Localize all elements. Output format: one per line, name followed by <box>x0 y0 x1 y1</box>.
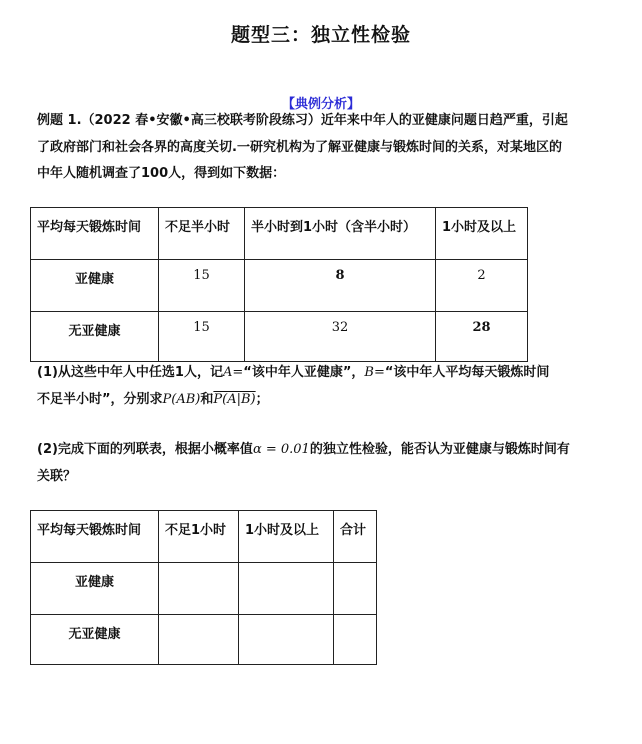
row-label: 亚健康 <box>31 260 159 312</box>
blank-cell[interactable] <box>334 563 377 615</box>
q1-text: 不足半小时”，分别求 <box>37 391 163 407</box>
blank-cell[interactable] <box>239 563 334 615</box>
row-label: 无亚健康 <box>31 312 159 362</box>
page-title: 题型三：独立性检验 <box>230 24 411 46</box>
table-cell: 15 <box>159 312 245 362</box>
q1-text: “该中年人平均每天锻炼时间 <box>384 365 550 380</box>
q1-text: “该中年人亚健康”， <box>243 365 365 380</box>
question-line: 关联？ <box>37 468 77 484</box>
table-header-cell: 1小时及以上 <box>239 511 334 563</box>
data-table <box>30 207 528 362</box>
problem-line: 了政府部门和社会各界的高度关切.一研究机构为了解亚健康与锻炼时间的关系，对某地区的 <box>37 139 562 155</box>
row-label: 无亚健康 <box>31 615 159 665</box>
table-cell: 28 <box>436 312 528 362</box>
row-label: 亚健康 <box>31 563 159 615</box>
table-cell: 8 <box>245 260 436 312</box>
table-cell: 2 <box>436 260 528 312</box>
prob-abar-bbar: P(A|B) <box>213 391 256 407</box>
equals-sign: = <box>232 365 244 380</box>
contingency-table <box>30 510 377 665</box>
event-b: B <box>364 365 374 380</box>
table-header-cell: 平均每天锻炼时间 <box>31 511 159 563</box>
problem-statement <box>37 108 611 188</box>
table-header-cell: 半小时到1小时（含半小时） <box>245 208 436 260</box>
q2-text: 的独立性检验，能否认为亚健康与锻炼时间有 <box>309 442 570 457</box>
problem-line: 例题 1.（2022 春•安徽•高三校联考阶段练习）近年来中年人的亚健康问题日趋严重，引起 <box>37 113 568 128</box>
blank-cell[interactable] <box>334 615 377 665</box>
table-header-cell: 不足半小时 <box>159 208 245 260</box>
table-header-cell: 合计 <box>334 511 377 563</box>
table-header-cell: 1小时及以上 <box>436 208 528 260</box>
question-2 <box>37 437 611 490</box>
question-line <box>37 437 611 464</box>
question-line <box>37 387 611 414</box>
q1-text: ； <box>255 391 269 407</box>
blank-cell[interactable] <box>159 615 239 665</box>
table-cell: 15 <box>159 260 245 312</box>
section-heading: 【典例分析】 <box>281 97 360 112</box>
table-row <box>31 260 528 312</box>
problem-line: 中年人随机调查了100人，得到如下数据： <box>37 166 286 181</box>
table-cell: 32 <box>245 312 436 362</box>
table-row <box>31 615 377 665</box>
question-line <box>37 360 611 387</box>
table-row <box>31 312 528 362</box>
table-header-cell: 不足1小时 <box>159 511 239 563</box>
blank-cell[interactable] <box>159 563 239 615</box>
table-row <box>31 563 377 615</box>
q1-text: 和 <box>200 391 214 407</box>
table-header-cell: 平均每天锻炼时间 <box>31 208 159 260</box>
q2-text: (2)完成下面的列联表，根据小概率值 <box>37 442 253 457</box>
question-1 <box>37 360 611 413</box>
prob-ab: P(AB) <box>162 391 201 407</box>
equals-sign: = <box>373 365 385 380</box>
q1-text: (1)从这些中年人中任选1人，记 <box>37 365 223 380</box>
alpha-value: α = 0.01 <box>252 442 310 457</box>
event-a: A <box>222 365 233 380</box>
blank-cell[interactable] <box>239 615 334 665</box>
